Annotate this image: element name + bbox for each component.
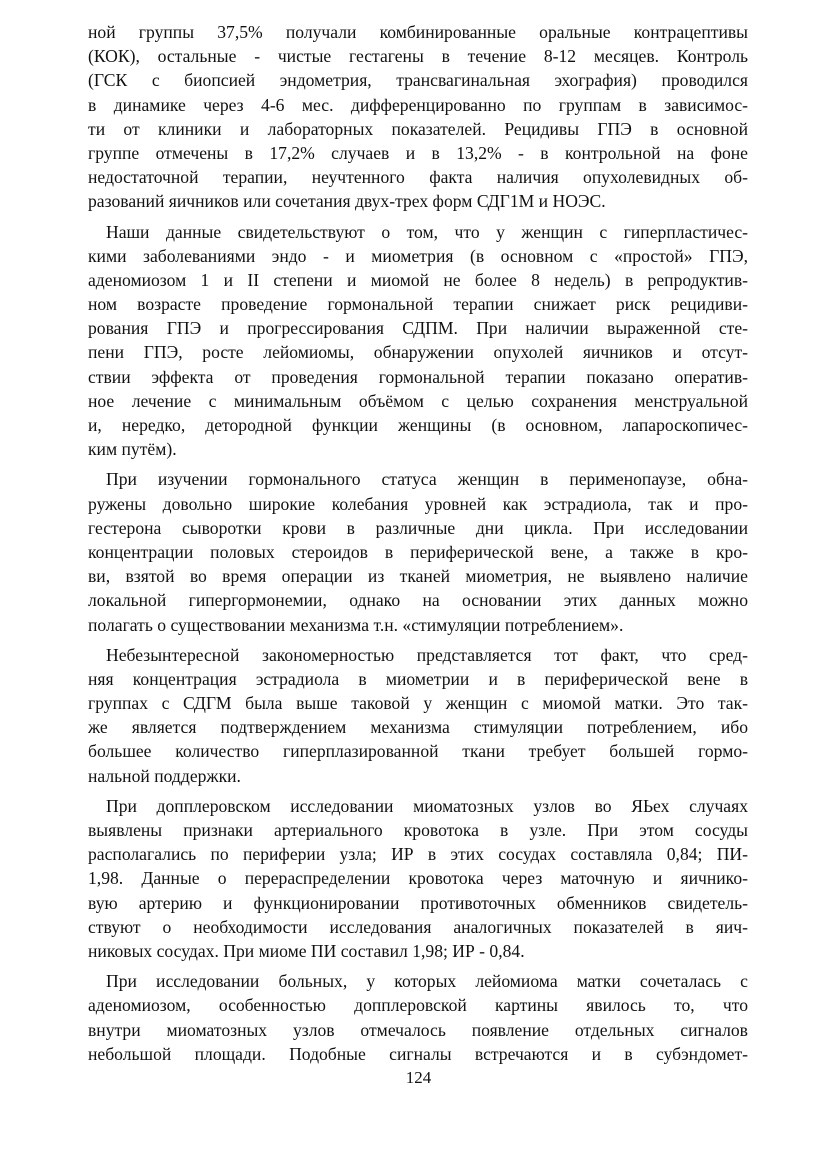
text-line: концентрации половых стероидов в периферической вене, а также в кро- (88, 541, 748, 562)
paragraph (88, 643, 748, 788)
body-text (88, 20, 748, 1066)
text-line: в динамике через 4-6 мес. дифференцированно по группам в зависимос- (88, 94, 748, 115)
paragraph (88, 794, 748, 963)
text-line: (КОК), остальные - чистые гестагены в течение 8-12 месяцев. Контроль (88, 46, 748, 67)
text-line: аденомиозом 1 и II степени и миомой не более 8 недель) в репродуктив- (88, 269, 748, 290)
text-line: ти от клиники и лабораторных показателей. Рецидивы ГПЭ в основной (88, 118, 748, 139)
text-line: При изучении гормонального статуса женщин в перименопаузе, обна- (106, 469, 748, 490)
text-line: полагать о существовании механизма т.н. «стимуляции потреблением». (88, 614, 624, 635)
text-line: ной группы 37,5% получали комбинированные оральные контрацептивы (88, 22, 748, 42)
text-line: недостаточной терапии, неучтенного факта наличия опухолевидных об- (88, 167, 748, 188)
text-line: локальной гипергормонемии, однако на основании этих данных можно (88, 590, 748, 611)
text-line: большее количество гиперплазированной ткани требует большей гормо- (88, 741, 748, 762)
text-line: При допплеровском исследовании миоматозных узлов во ЯЬех случаях (106, 795, 748, 816)
text-line: Наши данные свидетельствуют о том, что у женщин с гиперпластичес- (106, 221, 748, 242)
paragraph (88, 467, 748, 636)
text-line: ном возрасте проведение гормональной терапии снижает риск рецидиви- (88, 294, 748, 315)
text-line: кими заболеваниями эндо - и миометрия (в основном с «простой» ГПЭ, (88, 245, 748, 266)
text-line: 1,98. Данные о перераспределении кровотока через маточную и яичнико- (88, 868, 748, 889)
paragraph (88, 220, 748, 462)
text-line: никовых сосудах. При миоме ПИ составил 1,98; ИР - 0,84. (88, 940, 525, 961)
text-line: небольшой площади. Подобные сигналы встречаются и в субэндомет- (88, 1043, 748, 1064)
text-line: ное лечение с минимальным объёмом с целью сохранения менструальной (88, 390, 748, 411)
page-number: 124 (405, 1068, 432, 1087)
text-line: При исследовании больных, у которых лейомиома матки сочеталась с (106, 971, 748, 992)
text-line: нальной поддержки. (88, 765, 241, 786)
text-line: ствуют о необходимости исследования аналогичных показателей в яич- (88, 916, 748, 937)
text-line: группах с СДГМ была выше таковой у женщин с миомой матки. Это так- (88, 693, 748, 714)
text-line: разований яичников или сочетания двух-трех форм СДГ1М и НОЭС. (88, 191, 606, 212)
text-line: выявлены признаки артериального кровотока в узле. При этом сосуды (88, 820, 748, 840)
text-line: няя концентрация эстрадиола в миометрии и в периферической вене в (88, 668, 748, 689)
paragraph (88, 969, 748, 1066)
text-line: внутри миоматозных узлов отмечалось появление отдельных сигналов (88, 1019, 748, 1040)
text-line: Небезынтересной закономерностью представляется тот факт, что сред- (106, 644, 748, 665)
text-line: гестерона сыворотки крови в различные дни цикла. При исследовании (88, 517, 748, 538)
text-line: располагались по периферии узла; ИР в этих сосудах составляла 0,84; ПИ- (88, 844, 748, 865)
text-line: ружены довольно широкие колебания уровней как эстрадиола, так и про- (88, 493, 748, 514)
text-line: ким путём). (88, 439, 177, 460)
text-line: ствии эффекта от проведения гормональной терапии показано оператив- (88, 366, 748, 387)
text-line: ви, взятой во время операции из тканей миометрия, не выявлено наличие (88, 566, 748, 587)
text-line: группе отмечены в 17,2% случаев и в 13,2% - в контрольной на фоне (88, 142, 748, 163)
text-line: вую артерию и функционировании противоточных обменников свидетель- (88, 892, 748, 913)
paragraph (88, 20, 748, 214)
text-line: рования ГПЭ и прогрессирования СДПМ. При наличии выраженной сте- (88, 318, 748, 339)
text-line: (ГСК с биопсией эндометрия, трансвагинальная эхография) проводился (88, 70, 748, 91)
text-line: же является подтверждением механизма стимуляции потреблением, ибо (88, 717, 748, 738)
text-line: аденомиозом, особенностью допплеровской картины явилось то, что (88, 995, 748, 1016)
text-line: и, нередко, детородной функции женщины (в основном, лапароскопичес- (88, 415, 748, 435)
text-line: пени ГПЭ, росте лейомиомы, обнаружении опухолей яичников и отсут- (88, 342, 748, 363)
